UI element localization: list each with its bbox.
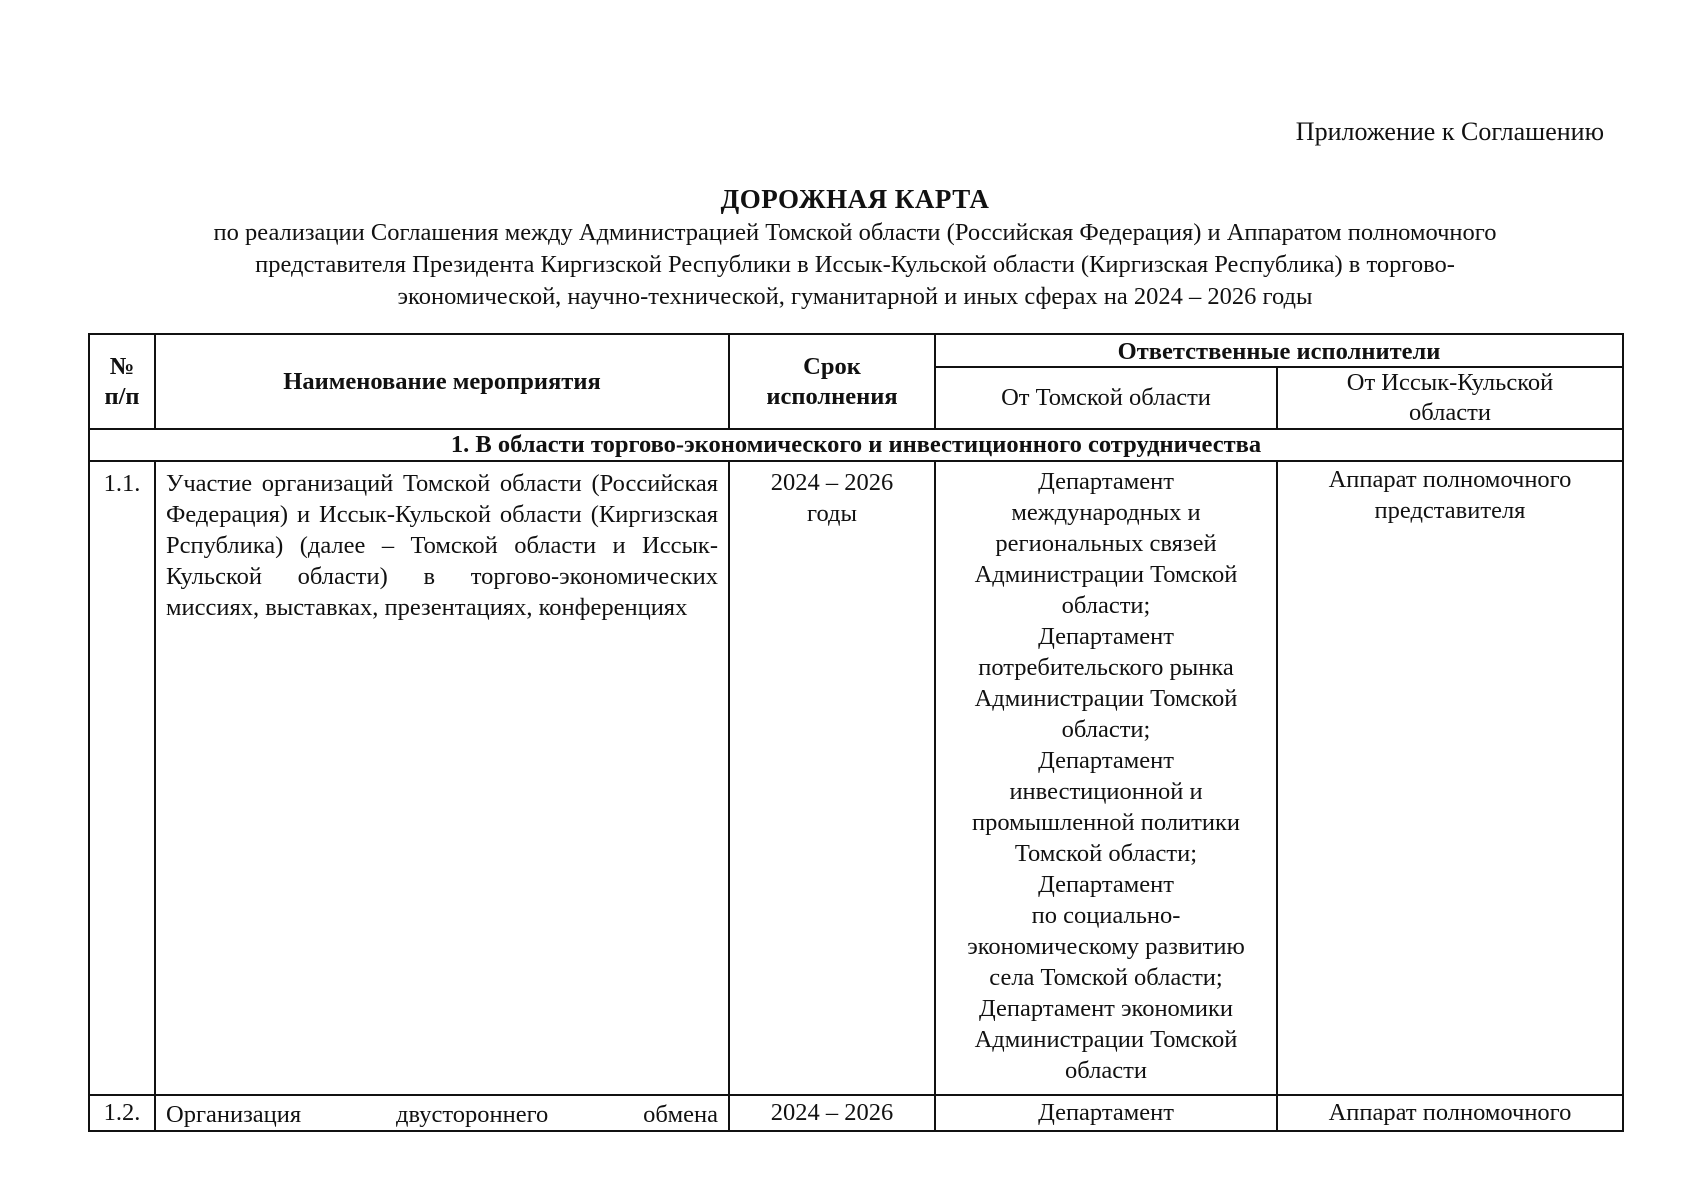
section-row <box>89 429 1623 461</box>
executor-line: Томской области; <box>1014 840 1198 867</box>
subtitle-line: экономической, научно-технической, гуманитарной и иных сферах на 2024 – 2026 годы <box>397 283 1313 310</box>
executor-line: области <box>1065 1057 1147 1084</box>
header-number-line1: № <box>109 352 135 380</box>
executor-line: экономическому развитию <box>967 933 1245 960</box>
row-term-line2: годы <box>807 500 857 527</box>
executor-line: Администрации Томской <box>974 561 1238 588</box>
document-title: ДОРОЖНАЯ КАРТА <box>720 184 990 214</box>
executor-line: региональных связей <box>995 530 1217 557</box>
row-issyk-line2: представителя <box>1374 497 1526 524</box>
header-number <box>89 334 155 429</box>
row-tomsk-executors <box>935 461 1277 1095</box>
header-term-line1: Срок <box>803 352 861 380</box>
executor-line: Департамент <box>1038 747 1174 774</box>
executor-line: области; <box>1061 592 1151 619</box>
header-issyk <box>1277 367 1623 429</box>
row-number: 1.2. <box>89 1095 155 1131</box>
header-issyk-line2: области <box>1409 399 1491 426</box>
executor-line: Департамент <box>1038 623 1174 650</box>
executor-line: области; <box>1061 716 1151 743</box>
roadmap-table-wrapper <box>88 333 1622 1132</box>
row-term-line1: 2024 – 2026 <box>770 469 894 496</box>
appendix-label: Приложение к Соглашению <box>1295 117 1604 146</box>
executor-line: международных и <box>1011 499 1201 526</box>
roadmap-table <box>88 333 1624 1132</box>
row-event-name: Организация двустороннего обмена <box>155 1095 729 1131</box>
executor-line: Администрации Томской <box>974 685 1238 712</box>
executor-line: потребительского рынка <box>978 654 1234 681</box>
subtitle-line: представителя Президента Киргизской Республики в Иссык-Кульской области (Киргизская Республика) в торгово- <box>255 251 1455 278</box>
row-term: 2024 – 2026 <box>729 1095 935 1131</box>
header-term <box>729 334 935 429</box>
row-issyk-line1: Аппарат полномочного <box>1328 466 1572 493</box>
executor-line: по социально- <box>1031 902 1181 929</box>
document-subtitle <box>120 217 1590 313</box>
executor-line: инвестиционной и <box>1009 778 1203 805</box>
section-title: 1. В области торгово-экономического и инвестиционного сотрудничества <box>89 429 1623 461</box>
table-row <box>89 1095 1623 1131</box>
row-tomsk-executors: Департамент <box>935 1095 1277 1131</box>
title-block <box>120 182 1590 313</box>
header-event-name: Наименование мероприятия <box>155 334 729 429</box>
row-issyk-executors <box>1277 461 1623 1095</box>
row-term <box>729 461 935 1095</box>
executor-line: села Томской области; <box>989 964 1223 991</box>
row-number: 1.1. <box>89 461 155 1095</box>
table-row <box>89 461 1623 1095</box>
row-issyk-executors: Аппарат полномочного <box>1277 1095 1623 1131</box>
executor-line: Администрации Томской <box>974 1026 1238 1053</box>
executor-line: промышленной политики <box>972 809 1240 836</box>
header-term-line2: исполнения <box>766 382 898 410</box>
executor-line: Департамент <box>1038 468 1174 495</box>
header-issyk-line1: От Иссык-Кульской <box>1346 369 1554 396</box>
header-number-line2: п/п <box>104 382 140 410</box>
header-tomsk: От Томской области <box>935 367 1277 429</box>
executor-line: Департамент экономики <box>979 995 1233 1022</box>
header-responsible: Ответственные исполнители <box>935 334 1623 367</box>
subtitle-line: по реализации Соглашения между Администрацией Томской области (Российская Федерация) и Аппаратом полномочного <box>213 219 1497 246</box>
row-event-name: Участие организаций Томской области (Российская Федерация) и Иссык-Кульской области (Киргизская Рспублика) (далее – Томской области и Иссык-Кульской области) в торгово-экономических миссиях, выставках, презентациях, конференциях <box>155 461 729 1095</box>
executor-line: Департамент <box>1038 871 1174 898</box>
